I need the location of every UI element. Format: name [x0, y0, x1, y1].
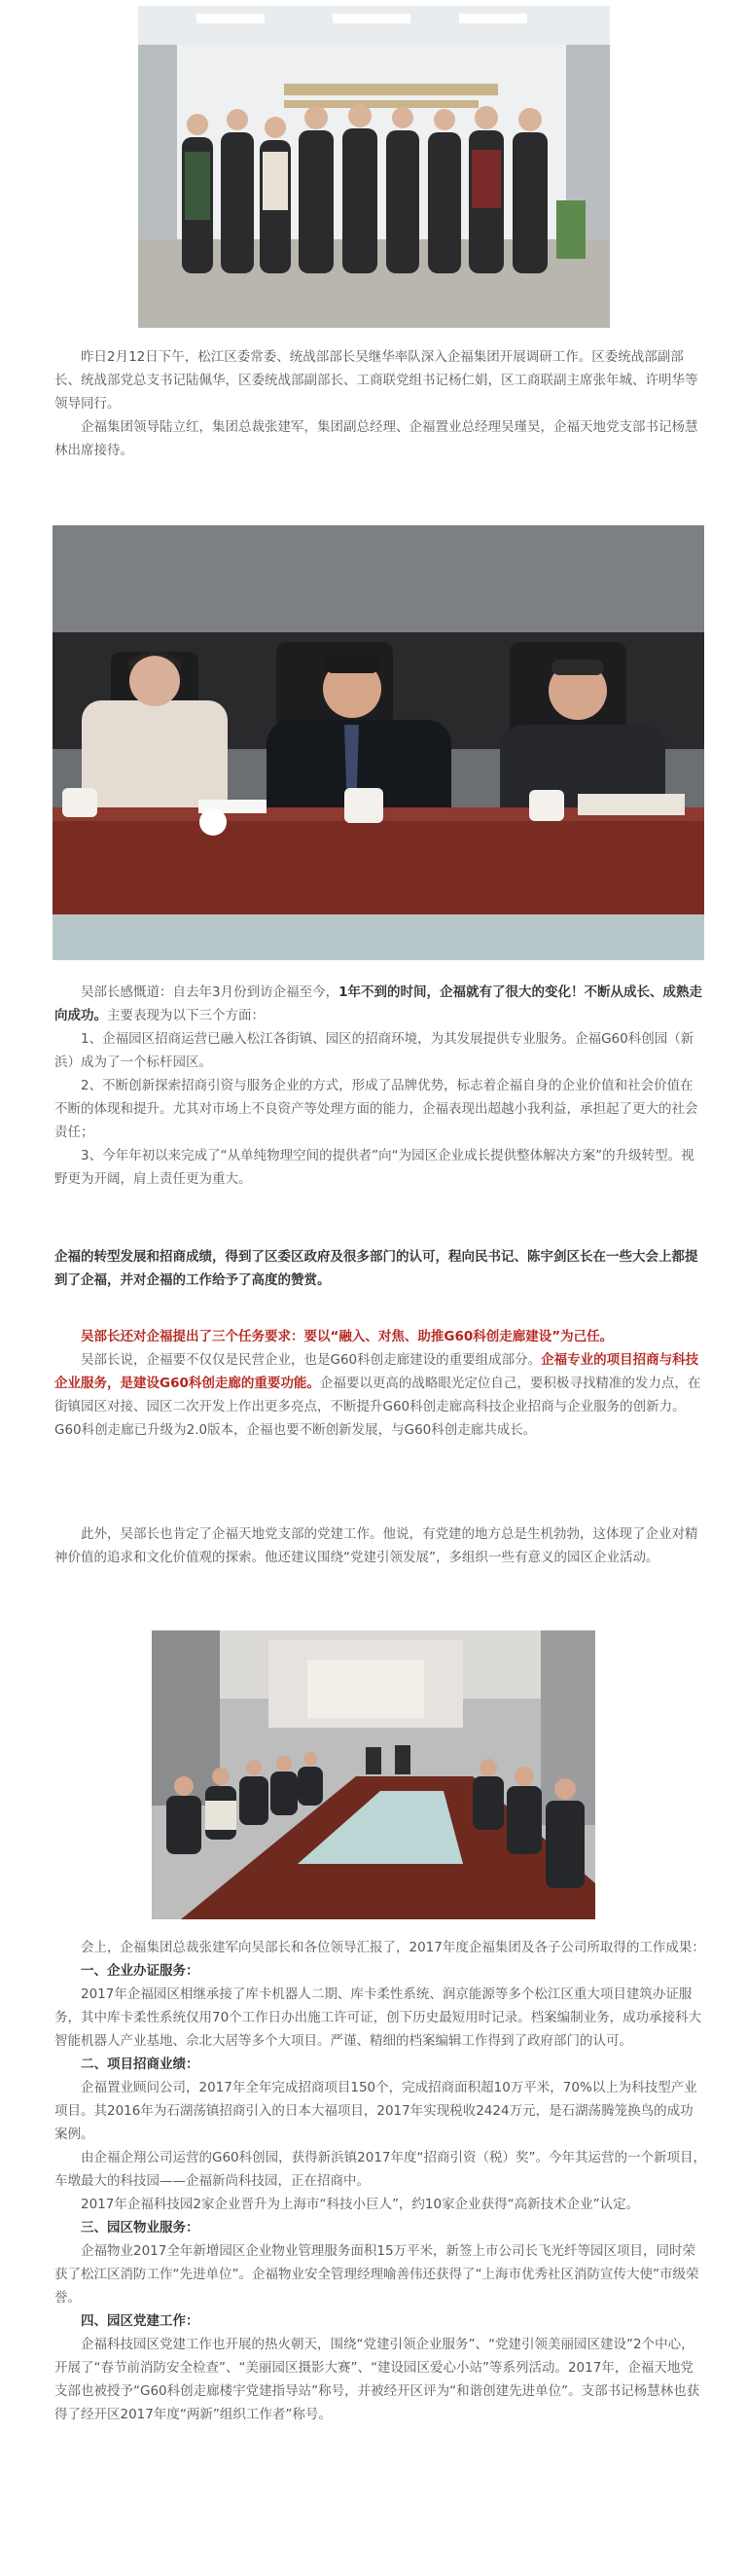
speech-highlight: 1年不到的时间，企福就有了很大的变化！不断从成长、成熟走向成功。 — [54, 984, 702, 1023]
speech-intro: 吴部长感慨道：自去年3月份到访企福至今， — [81, 984, 339, 1000]
meeting-photo-closeup — [53, 525, 704, 960]
speech-paragraph-1 — [54, 981, 706, 1027]
report-section-4-body: 企福科技园区党建工作也开展的热火朝天，围绕“党建引领企业服务”、“党建引领美丽园区建设”2个中心，开展了“春节前消防安全检查”、“美丽园区摄影大赛”、“建设园区爱心小站”等系列活动。2017年，企福天地党支部也被授予“G60科创走廊楼宇党建指导站”称号，并被经开区评为“和谐创建先进单位”。支部书记杨慧林也获得了经开区2017年度“两新”组织工作者”称号。 — [54, 2337, 700, 2422]
report-section-4-title: 四、园区党建工作： — [81, 2313, 199, 2329]
speech-point-1: 1、企福园区招商运营已融入松江各街镇、园区的招商环境，为其发展提供专业服务。企福G60科创园（新浜）成为了一个标杆园区。 — [54, 1031, 694, 1070]
intro-paragraph-2: 企福集团领导陆立红，集团总裁张建军，集团副总经理、企福置业总经理吴瑾昊，企福天地党支部书记杨慧林出席接待。 — [54, 419, 698, 458]
intro-paragraph-1: 昨日2月12日下午，松江区委常委、统战部部长吴继华率队深入企福集团开展调研工作。区委统战部副部长、统战部党总支书记陆佩华，区委统战部副部长、工商联党组书记杨仁娟，区工商联副主席张年城、许明华等领导同行。 — [54, 349, 698, 411]
report-section-2-body-1: 企福置业顾问公司，2017年全年完成招商项目150个，完成招商面积超10万平米，70%以上为科技型产业项目。其2016年为石湖荡镇招商引入的日本大福项目，2017年实现税收2424万元，是石湖荡腾笼换鸟的成功案例。 — [54, 2080, 697, 2142]
tasks-text-b: 企福要以更高的战略眼光定位自己，要积极寻找精准的发力点，在街镇园区对接、园区二次开发上作出更多亮点，不断提升G60科创走廊高科技企业招商与企业服务的创新力。G60科创走廊已升级为2.0版本，企福也要不断创新发展，与G60科创走廊共成长。 — [54, 1376, 701, 1438]
report-section-1-body: 2017年企福园区相继承接了库卡机器人二期、库卡柔性系统、润京能源等多个松江区重大项目建筑办证服务，其中库卡柔性系统仅用70个工作日办出施工许可证，创下历史最短用时记录。档案编制业务，成功承接科大智能机器人产业基地、佘北大居等多个大项目。严谨、精细的档案编辑工作得到了政府部门的认可。 — [54, 1986, 702, 2049]
report-section-2-title: 二、项目招商业绩： — [81, 2057, 199, 2072]
intro-section — [54, 345, 706, 462]
report-section — [54, 1936, 706, 2426]
tasks-paragraph — [54, 1348, 706, 1442]
speech-point-2: 2、不断创新探索招商引资与服务企业的方式，形成了品牌优势，标志着企福自身的企业价值和社会价值在不断的体现和提升。尤其对市场上不良资产等处理方面的能力，企福表现出超越小我利益，承担起了更大的社会责任； — [54, 1078, 698, 1140]
speech-point-3: 3、今年年初以来完成了“从单纯物理空间的提供者”向“为园区企业成长提供整体解决方案”的升级转型。视野更为开阔，肩上责任更为重大。 — [54, 1148, 694, 1187]
tasks-section — [54, 1325, 706, 1442]
speech-intro-tail: 主要表现为以下三个方面： — [107, 1008, 265, 1023]
recognition-section — [54, 1245, 706, 1292]
report-section-1-title: 一、企业办证服务： — [81, 1963, 199, 1979]
tasks-heading: 吴部长还对企福提出了三个任务要求：要以“融入、对焦、助推G60科创走廊建设”为己任。 — [81, 1329, 614, 1344]
party-section — [54, 1522, 706, 1569]
report-section-2-body-3: 2017年企福科技园2家企业晋升为上海市“科技小巨人”，约10家企业获得“高新技术企业”认定。 — [81, 2197, 640, 2212]
report-section-3-title: 三、园区物业服务： — [81, 2220, 199, 2236]
party-paragraph: 此外，吴部长也肯定了企福天地党支部的党建工作。他说，有党建的地方总是生机勃勃，这体现了企业对精神价值的追求和文化价值观的探索。他还建议围绕“党建引领发展”，多组织一些有意义的园区企业活动。 — [54, 1526, 698, 1565]
meeting-room-photo — [152, 1630, 595, 1919]
report-section-3-body: 企福物业2017全年新增园区企业物业管理服务面积15万平米，新签上市公司长飞光纤等园区项目，同时荣获了松江区消防工作“先进单位”。企福物业安全管理经理喻善伟还获得了“上海市优秀社区消防宣传大使”市级荣誉。 — [54, 2243, 699, 2306]
tasks-text-highlight: 企福专业的项目招商与科技企业服务，是建设G60科创走廊的重要功能。 — [54, 1352, 699, 1391]
tasks-text-a: 吴部长说，企福要不仅仅是民营企业，也是G60科创走廊建设的重要组成部分。 — [81, 1352, 542, 1368]
report-section-2-body-2: 由企福企翔公司运营的G60科创园，获得新浜镇2017年度“招商引资（税）奖”。今年其运营的一个新项目，车墩最大的科技园——企福新尚科技园，正在招商中。 — [54, 2150, 706, 2189]
speech-section — [54, 981, 706, 1191]
report-lead: 会上，企福集团总裁张建军向吴部长和各位领导汇报了，2017年度企福集团及各子公司所取得的工作成果： — [81, 1940, 705, 1955]
group-photo — [138, 6, 610, 328]
recognition-paragraph: 企福的转型发展和招商成绩，得到了区委区政府及很多部门的认可，程向民书记、陈宇剑区长在一些大会上都提到了企福，并对企福的工作给予了高度的赞赏。 — [54, 1249, 698, 1288]
